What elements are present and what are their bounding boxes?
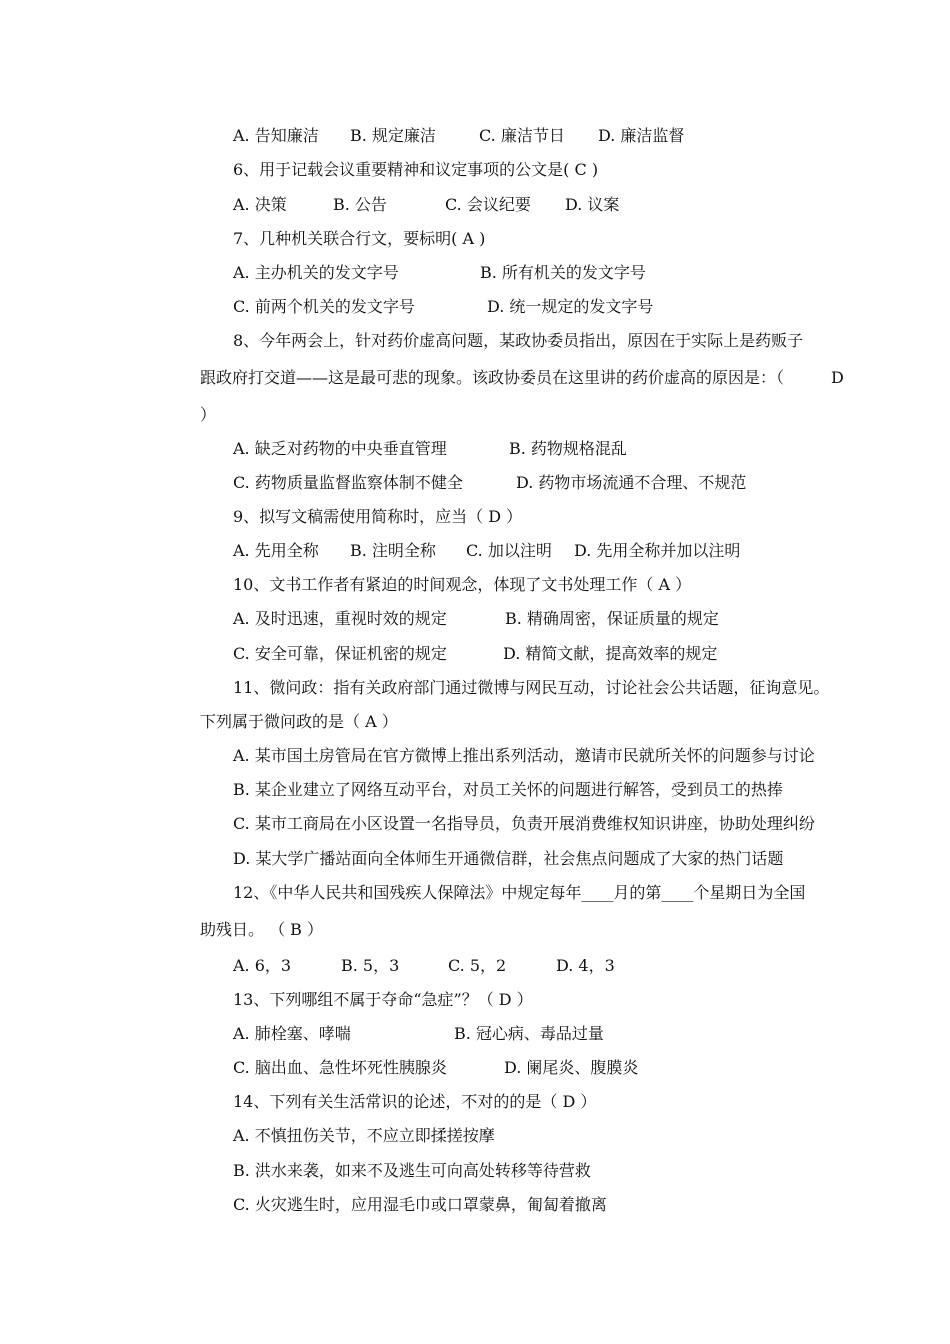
- q8-answer: D: [831, 368, 844, 387]
- q6-option-d: D. 议案: [565, 195, 620, 214]
- q11-option-d: D. 某大学广播站面向全体师生开通微信群，社会焦点问题成了大家的热门话题: [233, 849, 784, 868]
- q12-option-b: B. 5，3: [341, 956, 400, 975]
- q14-stem: 14、下列有关生活常识的论述，不对的的是（ D ）: [233, 1092, 597, 1111]
- q7-stem: 7、几种机关联合行文，要标明( A ): [233, 229, 486, 248]
- q13-option-b: B. 冠心病、毒品过量: [454, 1024, 604, 1043]
- q11-stem-line2: 下列属于微问政的是（ A ）: [200, 712, 398, 731]
- q10-option-a: A. 及时迅速，重视时效的规定: [233, 609, 447, 628]
- q13-options-row1: [0, 1024, 950, 1044]
- q7-option-b: B. 所有机关的发文字号: [480, 263, 646, 282]
- q7-options-row2: [0, 297, 950, 317]
- q13-stem: 13、下列哪组不属于夺命“急症”？（ D ）: [233, 990, 533, 1009]
- q8-stem-line1: 8、今年两会上，针对药价虚高问题，某政协委员指出，原因在于实际上是药贩子: [233, 331, 804, 350]
- q13-option-d: D. 阑尾炎、腹膜炎: [504, 1058, 639, 1077]
- q13-option-c: C. 脑出血、急性坏死性胰腺炎: [233, 1058, 447, 1077]
- q8-option-b: B. 药物规格混乱: [509, 439, 627, 458]
- q10-option-d: D. 精简文献，提高效率的规定: [503, 644, 718, 663]
- q8-option-d: D. 药物市场流通不合理、不规范: [516, 473, 747, 492]
- q5-options: [0, 126, 950, 146]
- q12-stem-line1: 12、《中华人民共和国残疾人保障法》中规定每年____月的第____个星期日为全国: [233, 883, 806, 902]
- q12-option-a: A. 6，3: [233, 956, 292, 975]
- q8-options-row1: [0, 439, 950, 459]
- q6-option-c: C. 会议纪要: [445, 195, 531, 214]
- q6-option-b: B. 公告: [333, 195, 387, 214]
- q8-options-row2: [0, 473, 950, 493]
- q8-option-a: A. 缺乏对药物的中央垂直管理: [233, 439, 447, 458]
- q10-stem: 10、文书工作者有紧迫的时间观念，体现了文书处理工作（ A ）: [233, 575, 692, 594]
- q9-option-a: A. 先用全称: [233, 541, 319, 560]
- q6-options: [0, 195, 950, 215]
- q14-option-c: C. 火灾逃生时，应用湿毛巾或口罩蒙鼻，匍匐着撤离: [233, 1195, 607, 1214]
- q10-option-c: C. 安全可靠，保证机密的规定: [233, 644, 447, 663]
- q9-option-d: D. 先用全称并加以注明: [574, 541, 741, 560]
- q9-options: [0, 541, 950, 561]
- q8-close-paren: ）: [200, 405, 217, 424]
- q13-options-row2: [0, 1058, 950, 1078]
- q9-option-c: C. 加以注明: [466, 541, 552, 560]
- q5-option-b: B. 规定廉洁: [350, 126, 436, 145]
- q14-option-a: A. 不慎扭伤关节，不应立即揉搓按摩: [233, 1126, 495, 1145]
- q7-option-d: D. 统一规定的发文字号: [487, 297, 654, 316]
- q8-stem-line2: 跟政府打交道——这是最可悲的现象。该政协委员在这里讲的药价虚高的原因是：（: [200, 368, 785, 387]
- q7-options-row1: [0, 263, 950, 283]
- q10-options-row2: [0, 644, 950, 664]
- q10-options-row1: [0, 609, 950, 629]
- q5-option-a: A. 告知廉洁: [233, 126, 319, 145]
- q11-stem-line1: 11、微问政：指有关政府部门通过微博与网民互动，讨论社会公共话题，征询意见。: [233, 678, 830, 697]
- q6-option-a: A. 决策: [233, 195, 287, 214]
- q7-option-c: C. 前两个机关的发文字号: [233, 297, 415, 316]
- q12-option-c: C. 5，2: [448, 956, 507, 975]
- q11-option-a: A. 某市国土房管局在官方微博上推出系列活动，邀请市民就所关怀的问题参与讨论: [233, 746, 815, 765]
- q6-stem: 6、用于记载会议重要精神和议定事项的公文是( C ): [233, 160, 599, 179]
- q13-option-a: A. 肺栓塞、哮喘: [233, 1024, 351, 1043]
- q9-option-b: B. 注明全称: [350, 541, 436, 560]
- q5-option-d: D. 廉洁监督: [598, 126, 685, 145]
- q14-option-b: B. 洪水来袭，如来不及逃生可向高处转移等待营救: [233, 1161, 591, 1180]
- q7-option-a: A. 主办机关的发文字号: [233, 263, 399, 282]
- q12-options: [0, 956, 950, 976]
- q11-option-b: B. 某企业建立了网络互动平台，对员工关怀的问题进行解答，受到员工的热捧: [233, 780, 783, 799]
- q12-stem-line2: 助残日。 （ B ）: [200, 920, 324, 939]
- q8-option-c: C. 药物质量监督监察体制不健全: [233, 473, 463, 492]
- q9-stem: 9、拟写文稿需使用简称时，应当（ D ）: [233, 507, 523, 526]
- q5-option-c: C. 廉洁节日: [479, 126, 565, 145]
- q12-option-d: D. 4，3: [556, 956, 615, 975]
- q11-option-c: C. 某市工商局在小区设置一名指导员，负责开展消费维权知识讲座，协助处理纠纷: [233, 814, 815, 833]
- q10-option-b: B. 精确周密，保证质量的规定: [505, 609, 719, 628]
